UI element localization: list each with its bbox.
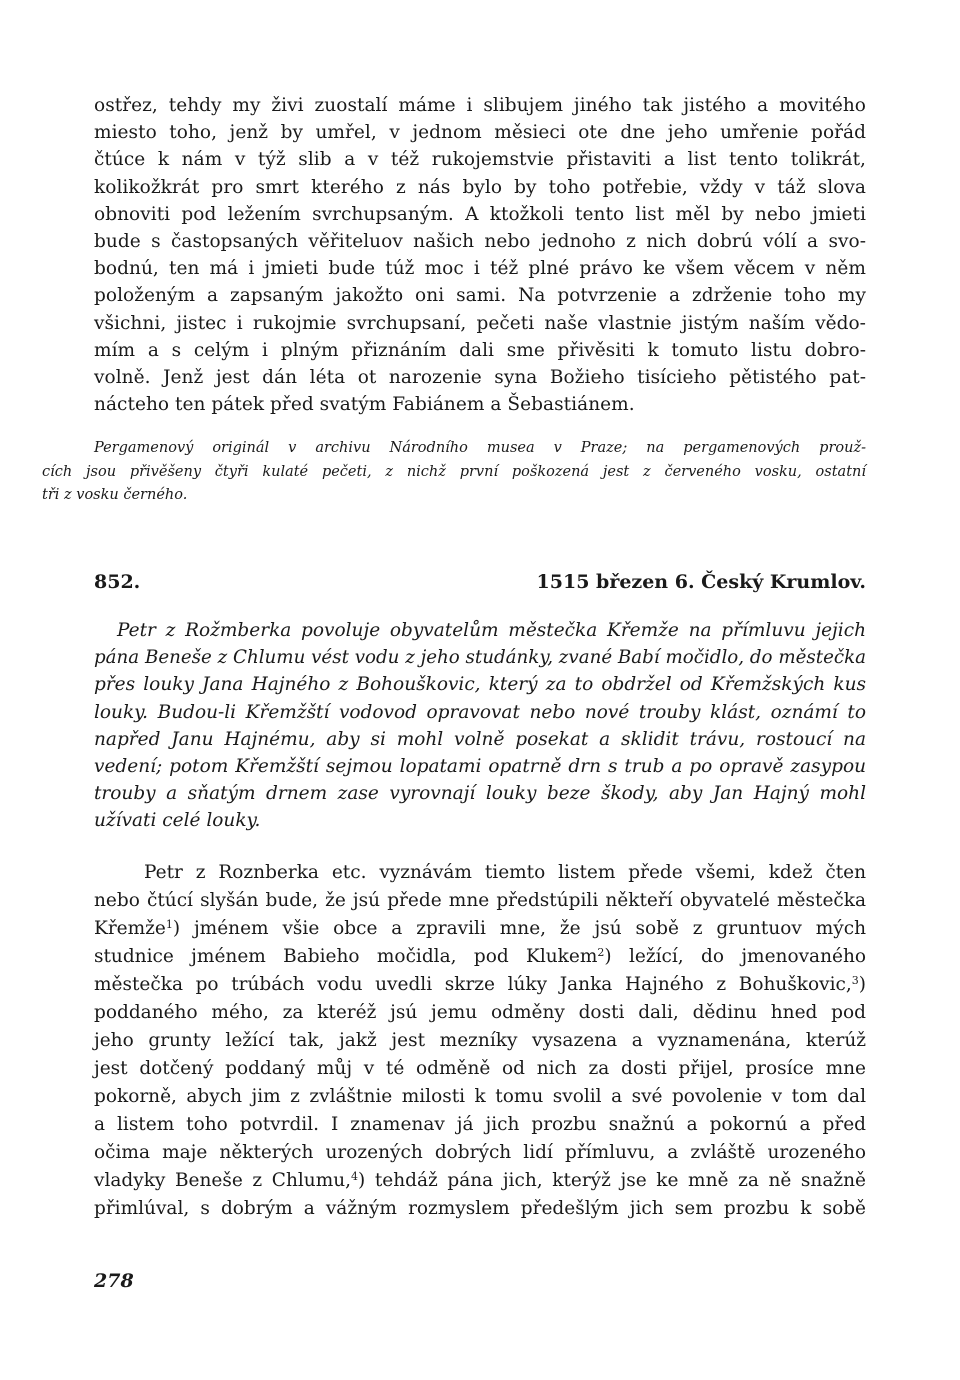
- text-line: položeným a zapsaným jakožto oni sami. Na potvrzenie a zdrženie toho my: [94, 285, 866, 307]
- page-number: 278: [94, 1270, 134, 1292]
- text-line: jeho grunty ležící tak, jakž jest mezníky vysazena a vyznamenána, kterúž: [94, 1029, 866, 1051]
- document-text: [94, 859, 866, 1223]
- text-line: a listem toho potvrdil. I znamenav já jich prozbu snažnú a pokornú a před: [94, 1113, 866, 1135]
- footnote-ref-2: 2: [597, 945, 605, 959]
- text-line: nebo čtúcí slyšán bude, že jsú přede mne předstúpili někteří obyvatelé městečka: [94, 889, 866, 911]
- entry-number: 852.: [94, 570, 141, 593]
- text-line: nácteho ten pátek před svatým Fabiánem a Šebastiánem.: [94, 394, 635, 416]
- entry-heading: [94, 571, 866, 593]
- note-line: tři z vosku černého.: [42, 487, 188, 504]
- text-fragment: městečka po trúbách vodu uvedli skrze lúky Janka Hajného z Bohuškovic,: [94, 973, 852, 995]
- regest-line: užívati celé louky.: [94, 810, 261, 832]
- text-line: čtúce k nám v týž slib a v též rukojemstvie přistaviti a list tento tolikrát,: [94, 149, 866, 171]
- text-fragment: ) jménem všie obce a zpravili mne, že jsú sobě z gruntuov mých: [172, 917, 866, 939]
- text-line: přimlúval, s dobrým a vážným rozmyslem předešlým jich sem prozbu k sobě: [94, 1197, 866, 1219]
- regest-line: louky. Budou-li Křemžští vodovod opravovat nebo nové trouby klást, oznámí to: [94, 701, 866, 723]
- text-line: miesto toho, jenž by umřel, v jednom měsieci ote dne jeho umřenie pořád: [94, 122, 866, 144]
- regest-line: přes louky Jana Hajného z Bohouškovic, který za to obdržel od Křemžských kus: [94, 674, 866, 696]
- text-fragment: vladyky Beneše z Chlumu,: [94, 1169, 352, 1191]
- regest-line: Petr z Rožmberka povoluje obyvatelům městečka Křemže na přímluvu jejich: [117, 619, 866, 641]
- text-line: bodnú, ten má i jmieti bude túž moc i též plné právo ke všem věcem v něm: [94, 258, 866, 280]
- note-line: cích jsou přivěšeny čtyři kulaté pečeti, z nichž první poškozená jest z červeného vosku, ostatní: [42, 463, 866, 480]
- continuation-paragraph: [94, 92, 866, 418]
- regest-line: pána Beneše z Chlumu vést vodu z jeho studánky, zvané Babí močidlo, do městečka: [94, 647, 867, 669]
- text-fragment: ) tehdáž pána jich, kterýž jse ke mně za ně snažně: [358, 1169, 866, 1191]
- page-content: [42, 92, 867, 1223]
- regest-line: napřed Janu Hajnému, aby si mohl volně posekat a sklidit trávu, rostoucí na: [94, 728, 866, 750]
- text-line: ostřez, tehdy my živi zuostalí máme i slibujem jiného tak jistého a movitého: [94, 95, 866, 116]
- text-line: všichni, jistec i rukojmie svrchupsaní, pečeti naše vlastnie jistým naším vědo-: [94, 312, 866, 334]
- regest-paragraph: [94, 617, 866, 835]
- text-line: [94, 943, 866, 971]
- text-line: očima maje některých urozených dobrých lidí přímluvu, a zvláště urozeného: [94, 1141, 866, 1163]
- text-fragment: Křemže: [94, 917, 166, 939]
- text-line: volně. Jenž jest dán léta ot narozenie syna Božieho tisícieho pětistého pat-: [94, 367, 866, 389]
- text-line: Petr z Roznberka etc. vyznávám tiemto listem přede všemi, kdež čten: [144, 861, 866, 883]
- text-line: kolikožkrát pro smrt kterého z nás bylo by toho potřebie, vždy v táž slova: [94, 176, 866, 198]
- text-fragment: studnice jménem Babieho močidla, pod Klukem: [94, 945, 598, 967]
- footnote-ref-3: 3: [851, 973, 859, 987]
- footnote-ref-4: 4: [351, 1169, 359, 1183]
- text-line: [94, 1167, 866, 1195]
- text-fragment: ): [858, 973, 866, 995]
- text-fragment: ) ležící, do jmenovaného: [604, 945, 866, 967]
- regest-line: vedení; potom Křemžští sejmou lopatami opatrně drn s trub a po opravě zasypou: [94, 755, 866, 777]
- text-line: bude s častopsaných věřiteluov našich nebo jednoho z nich dobrú vólí a svo-: [94, 231, 866, 253]
- text-line: [94, 971, 866, 999]
- archival-note: [42, 437, 866, 508]
- footnote-ref-1: 1: [165, 917, 173, 931]
- entry-date-place: 1515 březen 6. Český Krumlov.: [536, 570, 866, 593]
- text-line: pokorně, abych jim z zvláštnie milosti k tomu svolil a své povolenie v tom dal: [94, 1085, 866, 1107]
- text-line: jest dotčený poddaný můj v té odměně od nich za dosti přijel, prosíce mne: [94, 1057, 866, 1079]
- text-line: mím a s celým i plným přiznáním dali sme přivěsiti k tomuto listu dobro-: [94, 339, 866, 361]
- regest-line: trouby a sňatým drnem zase vyrovnají louky beze škody, aby Jan Hajný mohl: [94, 783, 866, 805]
- note-line: Pergamenový originál v archivu Národního musea v Praze; na pergamenových prouž-: [94, 440, 866, 457]
- text-line: poddaného mého, za kteréž jsú jemu odměny dosti dali, dědinu hned pod: [94, 1001, 866, 1023]
- text-line: [94, 915, 866, 943]
- text-line: obnoviti pod ležením svrchupsaným. A ktožkoli tento list měl by nebo jmieti: [94, 203, 866, 225]
